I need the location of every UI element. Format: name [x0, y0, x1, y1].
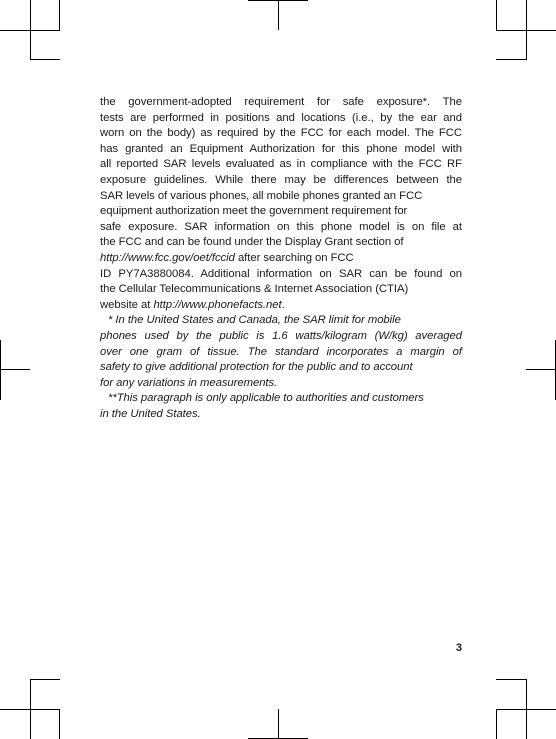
- text-line: phones used by the public is 1.6 watts/kilogram (W/kg) averaged: [100, 329, 462, 342]
- text-line: safe exposure. SAR information on this phone model is on file at: [100, 220, 462, 233]
- crop-mark: [526, 679, 527, 739]
- fcc-url-suffix: after searching on FCC: [234, 251, 354, 264]
- page-number: 3: [455, 642, 462, 654]
- text-line: * In the United States and Canada, the SAR limit for mobile: [108, 314, 401, 327]
- text-line: tests are performed in positions and locations (i.e., by the ear and: [100, 111, 462, 124]
- text-line: SAR levels of various phones, all mobile phones granted an FCC: [100, 189, 423, 202]
- crop-mark: [30, 0, 31, 60]
- sar-paragraph: [100, 95, 462, 313]
- footnote-sar-limit: [100, 313, 462, 391]
- text-line: the FCC and can be found under the Display Grant section of: [100, 236, 404, 249]
- crop-mark: [496, 0, 497, 30]
- text-line: the government-adopted requirement for safe exposure*. The: [100, 96, 462, 108]
- text-line: all reported SAR levels evaluated as in compliance with the FCC RF: [100, 158, 462, 171]
- crop-mark: [496, 59, 526, 60]
- crop-mark: [0, 369, 30, 370]
- text-line: the Cellular Telecommunications & Internet Association (CTIA): [100, 283, 409, 296]
- crop-mark: [59, 709, 60, 739]
- crop-mark: [30, 679, 31, 739]
- crop-mark: [526, 0, 527, 60]
- main-text: [100, 95, 462, 422]
- text-line: in the United States.: [100, 407, 201, 420]
- text-line: equipment authorization meet the government requirement for: [100, 205, 408, 218]
- text-line: for any variations in measurements.: [100, 376, 278, 389]
- crop-mark: [0, 340, 1, 400]
- crop-mark: [278, 0, 279, 30]
- crop-mark: [526, 369, 556, 370]
- crop-mark: [59, 0, 60, 30]
- footnote-applicability: [100, 391, 462, 422]
- website-suffix: .: [281, 298, 285, 311]
- crop-mark: [496, 709, 497, 739]
- crop-mark: [30, 59, 60, 60]
- crop-mark: [278, 709, 279, 739]
- text-line: safety to give additional protection for the public and to account: [100, 361, 413, 374]
- text-line: over one gram of tissue. The standard incorporates a margin of: [100, 345, 462, 358]
- text-line: [100, 298, 462, 314]
- fcc-url-link[interactable]: http://www.fcc.gov/oet/fccid: [100, 251, 235, 264]
- crop-mark: [30, 679, 60, 680]
- text-line: worn on the body) as required by the FCC for each model. The FCC: [100, 127, 462, 140]
- phonefacts-url-link[interactable]: http://www.phonefacts.net: [153, 298, 282, 311]
- text-line: exposure guidelines. While there may be differences between the: [100, 173, 462, 186]
- crop-mark: [496, 679, 526, 680]
- website-prefix: website at: [100, 298, 154, 311]
- text-line: has granted an Equipment Authorization for this phone model with: [100, 142, 462, 155]
- text-line: ID PY7A3880084. Additional information on SAR can be found on: [100, 267, 462, 280]
- text-line: [100, 251, 462, 267]
- text-line: **This paragraph is only applicable to authorities and customers: [108, 392, 424, 405]
